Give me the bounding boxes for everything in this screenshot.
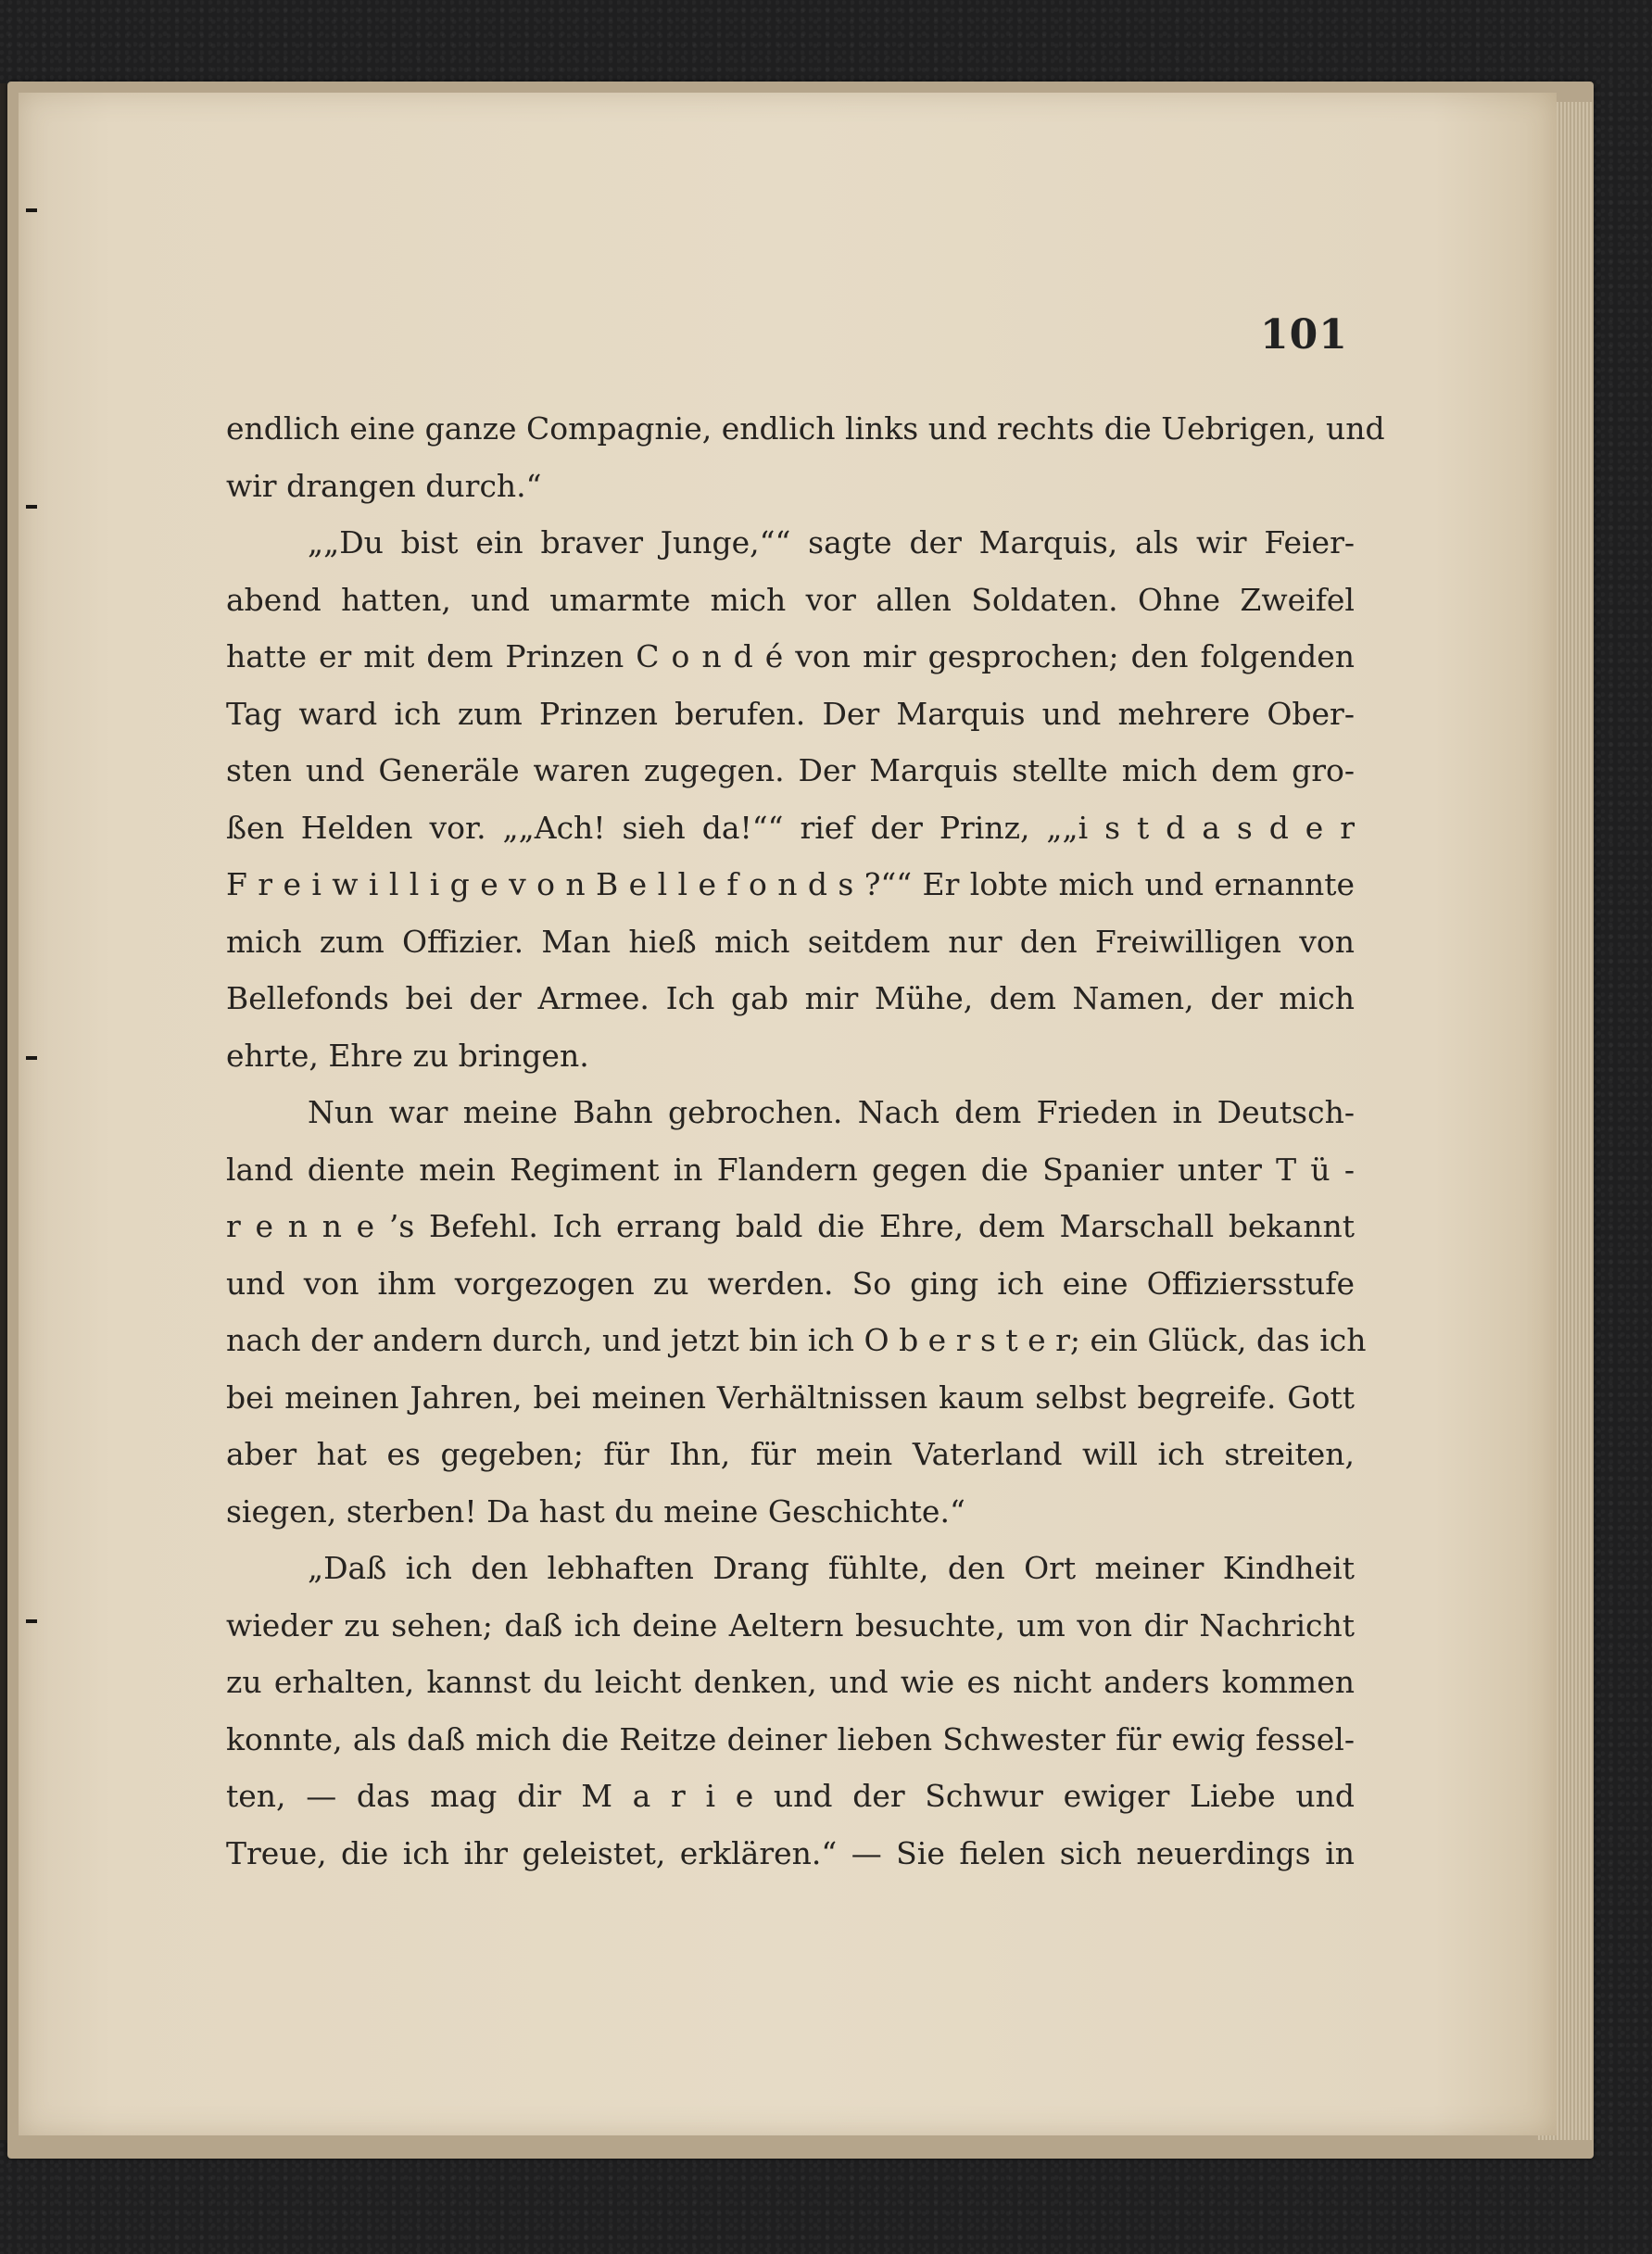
binding-thread-mark xyxy=(26,208,37,212)
text-line: endlich eine ganze Compagnie, endlich links und rechts die Uebrigen, und xyxy=(226,410,1385,447)
text-line: abend hatten, und umarmte mich vor allen Soldaten. Ohne Zweifel xyxy=(226,581,1355,618)
text-line: r e n n e ’s Befehl. Ich errang bald die Ehre, dem Marschall bekannt xyxy=(226,1208,1355,1244)
text-line: Bellefonds bei der Armee. Ich gab mir Mühe, dem Namen, der mich xyxy=(226,980,1355,1016)
text-line: Treue, die ich ihr geleistet, erklären.“ — Sie fielen sich neuerdings in xyxy=(226,1834,1355,1871)
text-line: ßen Helden vor. „„Ach! sieh da!““ rief der Prinz, „„i s t d a s d e r xyxy=(226,809,1355,846)
text-line: Tag ward ich zum Prinzen berufen. Der Marquis und mehrere Ober- xyxy=(226,695,1355,732)
text-line: nach der andern durch, und jetzt bin ich O b e r s t e r; ein Glück, das ich xyxy=(226,1322,1367,1358)
text-line: F r e i w i l l i g e v o n B e l l e f o n d s ?““ Er lobte mich und ernannte xyxy=(226,866,1355,902)
text-line: aber hat es gegeben; für Ihn, für mein Vaterland will ich streiten, xyxy=(226,1436,1355,1472)
text-line: wieder zu sehen; daß ich deine Aeltern besuchte, um von dir Nachricht xyxy=(226,1606,1355,1643)
text-line: siegen, sterben! Da hast du meine Geschichte.“ xyxy=(226,1492,965,1530)
binding-thread-mark xyxy=(26,505,37,509)
text-line: land diente mein Regiment in Flandern gegen die Spanier unter T ü - xyxy=(226,1151,1355,1188)
text-line: „Daß ich den lebhaften Drang fühlte, den Ort meiner Kindheit xyxy=(308,1550,1355,1586)
page-number: 101 xyxy=(1260,311,1348,359)
text-line: sten und Generäle waren zugegen. Der Marquis stellte mich dem gro- xyxy=(226,752,1355,788)
text-line: ten, — das mag dir M a r i e und der Schwur ewiger Liebe und xyxy=(226,1778,1355,1814)
text-line: zu erhalten, kannst du leicht denken, und wie es nicht anders kommen xyxy=(226,1664,1355,1700)
text-line: bei meinen Jahren, bei meinen Verhältnissen kaum selbst begreife. Gott xyxy=(226,1379,1355,1416)
body-text xyxy=(226,400,1385,1882)
text-line: wir drangen durch.“ xyxy=(226,467,542,504)
binding-thread-mark xyxy=(26,1056,37,1060)
text-line: Nun war meine Bahn gebrochen. Nach dem Frieden in Deutsch- xyxy=(308,1094,1355,1130)
text-line: hatte er mit dem Prinzen C o n d é von mir gesprochen; den folgenden xyxy=(226,638,1355,674)
text-line: „„Du bist ein braver Junge,““ sagte der Marquis, als wir Feier- xyxy=(308,524,1355,560)
binding-thread-mark xyxy=(26,1619,37,1623)
text-line: mich zum Offizier. Man hieß mich seitdem nur den Freiwilligen von xyxy=(226,923,1355,960)
text-line: ehrte, Ehre zu bringen. xyxy=(226,1037,589,1074)
text-line: und von ihm vorgezogen zu werden. So ging ich eine Offiziersstufe xyxy=(226,1265,1355,1302)
text-line: konnte, als daß mich die Reitze deiner lieben Schwester für ewig fessel- xyxy=(226,1720,1355,1757)
